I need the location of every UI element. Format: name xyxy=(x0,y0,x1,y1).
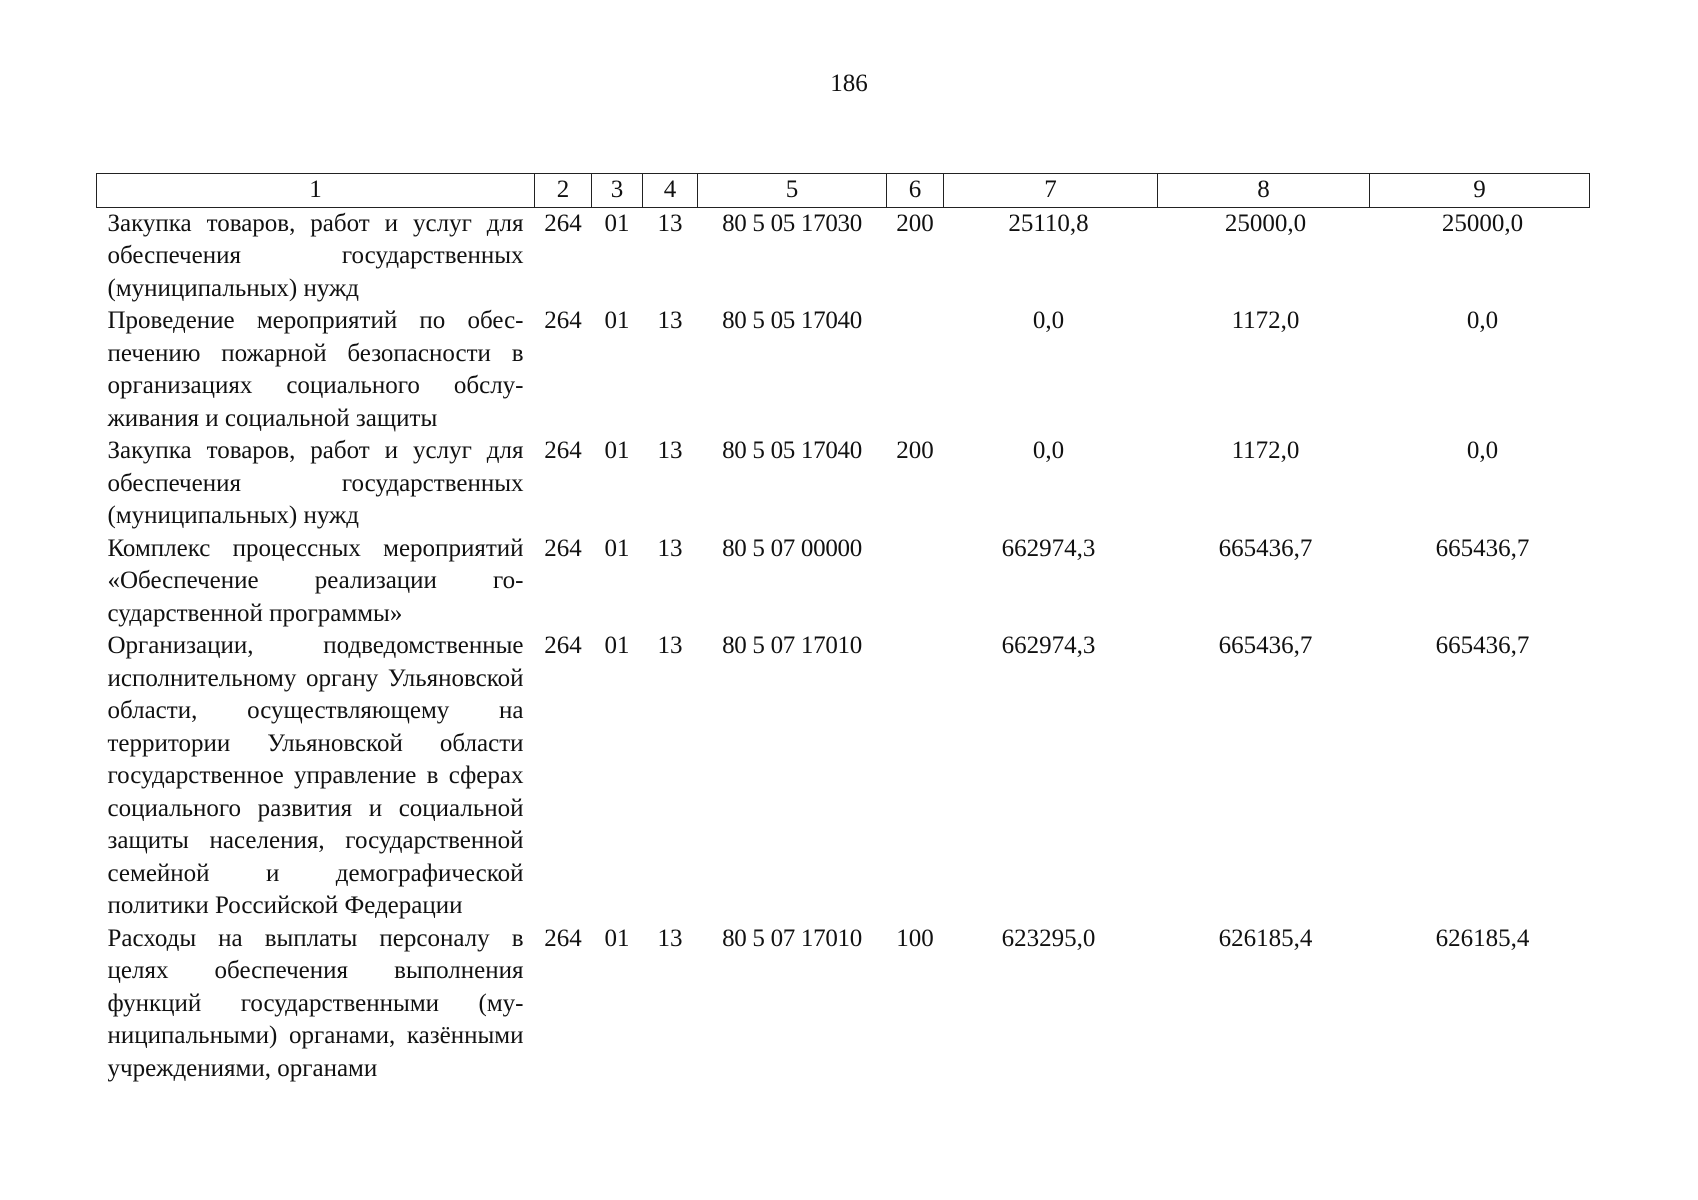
header-col-3: 3 xyxy=(592,174,643,208)
row-col-5: 80 5 05 17030 xyxy=(722,209,862,237)
row-col-5: 80 5 05 17040 xyxy=(722,437,862,464)
row-col-2: 264 xyxy=(544,307,582,334)
table-row xyxy=(97,305,1590,435)
row-col-9: 0,0 xyxy=(1466,307,1499,334)
table-row xyxy=(97,207,1590,305)
row-name: Закупка товаров, работ и услуг для обеспечения государственных (муниципальных) нужд xyxy=(107,209,524,302)
row-col-6 xyxy=(887,305,944,435)
row-col-9: 25000,0 xyxy=(1441,209,1524,237)
row-col-4: 13 xyxy=(657,209,683,237)
row-col-8: 1172,0 xyxy=(1231,437,1300,464)
table-row xyxy=(97,435,1590,533)
row-col-3: 01 xyxy=(604,534,630,562)
row-col-7: 623295,0 xyxy=(1001,924,1096,952)
row-col-2: 264 xyxy=(544,924,582,952)
row-col-8: 665436,7 xyxy=(1218,632,1313,659)
header-col-5: 5 xyxy=(698,174,887,208)
row-col-3: 01 xyxy=(604,632,630,659)
row-col-6 xyxy=(887,533,944,631)
header-col-7: 7 xyxy=(944,174,1158,208)
row-name: Организации, подведомственные исполнительному органу Ульяновской области, осуществляющему на территории Ульяновской области государственное управление в сферах социального развития и социальной защиты населения, государственной семейной и демографической политики Российской Федерации xyxy=(107,632,524,919)
row-col-3: 01 xyxy=(604,924,630,952)
row-name: Расходы на выплаты персоналу в целях обеспечения выполнения функций государственными (муниципальными) органами, казёнными учреждениями, органами xyxy=(107,924,524,1082)
row-col-7: 0,0 xyxy=(1032,437,1065,464)
row-name: Комплекс процессных мероприятий «Обеспечение реализации государственной программы» xyxy=(107,534,524,627)
row-col-6: 200 xyxy=(896,209,934,237)
row-col-9: 626185,4 xyxy=(1435,924,1530,952)
header-row xyxy=(97,174,1590,208)
row-col-6: 100 xyxy=(896,924,934,952)
row-col-8: 665436,7 xyxy=(1218,534,1313,562)
row-col-4: 13 xyxy=(657,307,683,334)
row-col-5: 80 5 07 17010 xyxy=(722,632,862,659)
row-col-7: 0,0 xyxy=(1032,307,1065,334)
row-col-3: 01 xyxy=(604,307,630,334)
header-col-9: 9 xyxy=(1370,174,1590,208)
row-col-8: 626185,4 xyxy=(1218,924,1313,952)
row-col-5: 80 5 05 17040 xyxy=(722,307,862,334)
row-col-6: 200 xyxy=(896,437,934,464)
row-col-7: 662974,3 xyxy=(1001,534,1096,562)
row-col-6 xyxy=(887,630,944,923)
row-col-2: 264 xyxy=(544,437,582,464)
header-col-1: 1 xyxy=(97,174,535,208)
budget-table-container xyxy=(96,173,1589,1085)
table-row xyxy=(97,533,1590,631)
row-col-3: 01 xyxy=(604,209,630,237)
row-col-9: 665436,7 xyxy=(1435,632,1530,659)
row-col-4: 13 xyxy=(657,924,683,952)
row-col-4: 13 xyxy=(657,437,683,464)
header-col-2: 2 xyxy=(535,174,592,208)
row-col-4: 13 xyxy=(657,534,683,562)
header-col-6: 6 xyxy=(887,174,944,208)
row-col-8: 1172,0 xyxy=(1231,307,1300,334)
budget-table xyxy=(96,173,1590,1085)
row-col-7: 25110,8 xyxy=(1008,209,1089,237)
header-col-8: 8 xyxy=(1158,174,1370,208)
row-col-5: 80 5 07 17010 xyxy=(722,924,862,952)
row-col-9: 0,0 xyxy=(1466,437,1499,464)
page-number: 186 xyxy=(830,70,868,97)
table-row xyxy=(97,630,1590,923)
row-col-2: 264 xyxy=(544,632,582,659)
table-row xyxy=(97,923,1590,1086)
row-col-2: 264 xyxy=(544,534,582,562)
header-col-4: 4 xyxy=(643,174,698,208)
row-col-7: 662974,3 xyxy=(1001,632,1096,659)
row-col-5: 80 5 07 00000 xyxy=(722,534,862,562)
row-col-2: 264 xyxy=(544,209,582,237)
row-name: Проведение мероприятий по обеспечению пожарной безопасности в организациях социального обслуживания и социальной защиты xyxy=(107,307,524,432)
row-name: Закупка товаров, работ и услуг для обеспечения государственных (муниципальных) нужд xyxy=(107,437,524,529)
row-col-8: 25000,0 xyxy=(1224,209,1307,237)
row-col-9: 665436,7 xyxy=(1435,534,1530,562)
row-col-4: 13 xyxy=(657,632,683,659)
row-col-3: 01 xyxy=(604,437,630,464)
